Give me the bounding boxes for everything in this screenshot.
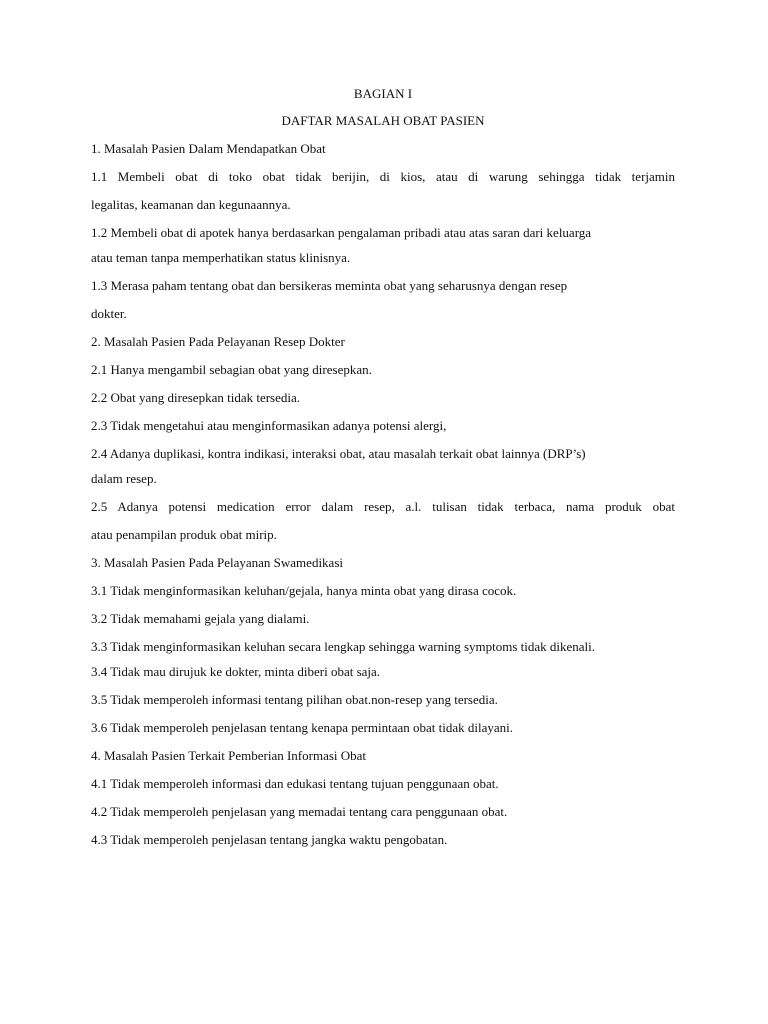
list-item-1-1: 1.1 Membeli obat di toko obat tidak berijin, di kios, atau di warung sehingga tidak terjamin — [91, 169, 675, 184]
list-item-4-2: 4.2 Tidak memperoleh penjelasan yang memadai tentang cara penggunaan obat. — [91, 804, 508, 819]
list-item-3-4: 3.4 Tidak mau dirujuk ke dokter, minta diberi obat saja. — [91, 664, 381, 679]
section-heading-2: 2. Masalah Pasien Pada Pelayanan Resep Dokter — [91, 334, 345, 349]
section-heading-3: 3. Masalah Pasien Pada Pelayanan Swamedikasi — [91, 555, 343, 570]
document-page — [91, 86, 675, 860]
list-item-3-5: 3.5 Tidak memperoleh informasi tentang pilihan obat.non-resep yang tersedia. — [91, 692, 498, 707]
list-item-2-5-cont: atau penampilan produk obat mirip. — [91, 527, 277, 542]
list-item-2-2: 2.2 Obat yang diresepkan tidak tersedia. — [91, 390, 301, 405]
list-item-2-1: 2.1 Hanya mengambil sebagian obat yang diresepkan. — [91, 362, 372, 377]
list-item-1-2-cont: atau teman tanpa memperhatikan status klinisnya. — [91, 250, 351, 265]
section-heading-4: 4. Masalah Pasien Terkait Pemberian Informasi Obat — [91, 748, 367, 763]
list-item-3-6: 3.6 Tidak memperoleh penjelasan tentang kenapa permintaan obat tidak dilayani. — [91, 720, 514, 735]
document-heading: DAFTAR MASALAH OBAT PASIEN — [281, 113, 485, 128]
list-item-2-3: 2.3 Tidak mengetahui atau menginformasikan adanya potensi alergi, — [91, 418, 447, 433]
list-item-3-2: 3.2 Tidak memahami gejala yang dialami. — [91, 611, 310, 626]
list-item-2-5: 2.5 Adanya potensi medication error dalam resep, a.l. tulisan tidak terbaca, nama produk obat — [91, 499, 675, 514]
section-title: BAGIAN I — [353, 86, 413, 101]
section-heading-1: 1. Masalah Pasien Dalam Mendapatkan Obat — [91, 141, 326, 156]
list-item-1-3: 1.3 Merasa paham tentang obat dan bersikeras meminta obat yang seharusnya dengan resep — [91, 278, 568, 293]
list-item-4-1: 4.1 Tidak memperoleh informasi dan edukasi tentang tujuan penggunaan obat. — [91, 776, 499, 791]
list-item-4-3: 4.3 Tidak memperoleh penjelasan tentang jangka waktu pengobatan. — [91, 832, 448, 847]
list-item-3-3: 3.3 Tidak menginformasikan keluhan secara lengkap sehingga warning symptoms tidak dikenali. — [91, 639, 596, 654]
list-item-3-1: 3.1 Tidak menginformasikan keluhan/gejala, hanya minta obat yang dirasa cocok. — [91, 583, 517, 598]
list-item-1-1-cont: legalitas, keamanan dan kegunaannya. — [91, 197, 291, 212]
list-item-1-3-cont: dokter. — [91, 306, 127, 321]
list-item-2-4: 2.4 Adanya duplikasi, kontra indikasi, interaksi obat, atau masalah terkait obat lainnya (DRP’s) — [91, 446, 586, 461]
list-item-1-2: 1.2 Membeli obat di apotek hanya berdasarkan pengalaman pribadi atau atas saran dari keluarga — [91, 225, 592, 240]
list-item-2-4-cont: dalam resep. — [91, 471, 157, 486]
